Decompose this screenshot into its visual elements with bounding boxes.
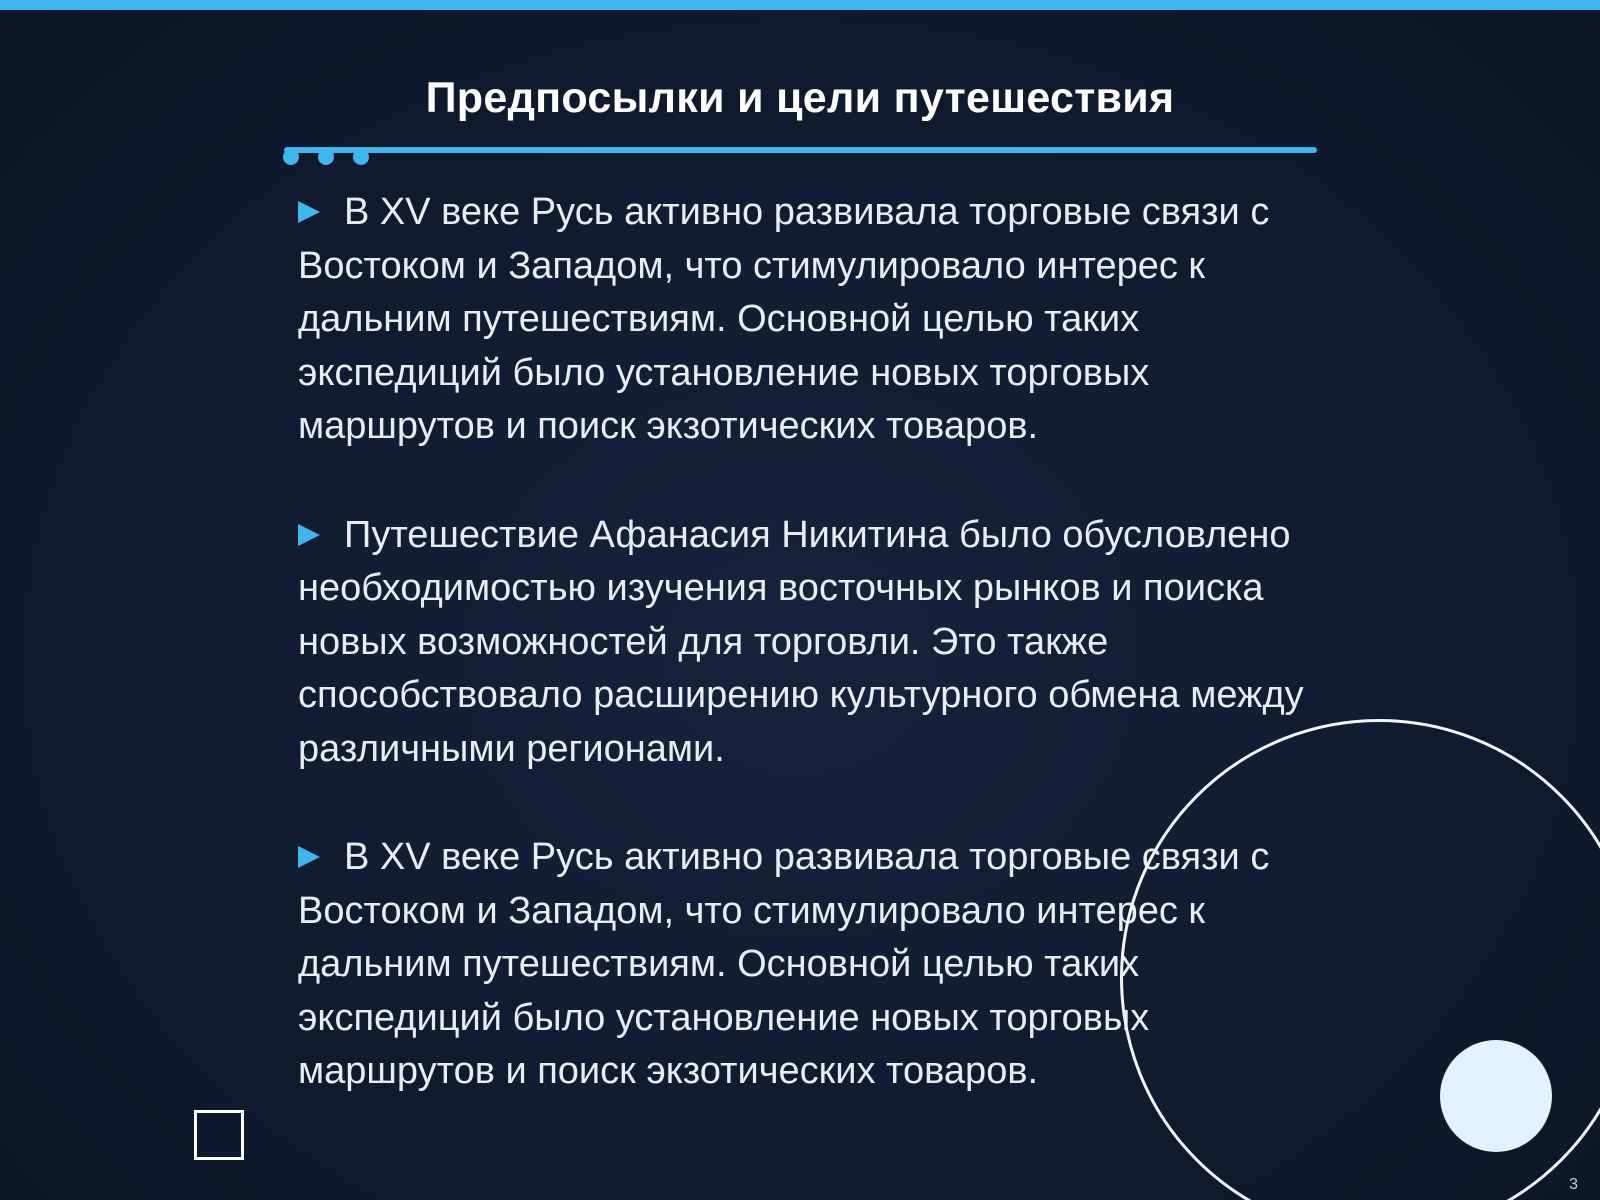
bullet-text: В XV веке Русь активно развивала торговые связи с Востоком и Западом, что стимулировало интерес к дальним путешествиям. Основной целью таких экспедиций было установление новых торговых маршрутов и поиск экзотических товаров. <box>298 191 1270 447</box>
title-underline <box>284 147 1317 153</box>
top-accent-bar <box>0 0 1600 10</box>
triangle-right-icon <box>298 524 320 546</box>
decorative-dot-icon <box>283 149 299 165</box>
triangle-right-icon <box>298 846 320 868</box>
bullet-text: Путешествие Афанасия Никитина было обусловлено необходимостью изучения восточных рынков и поиска новых возможностей для торговли. Это также способствовало расширению культурного обмена между различными регионами. <box>298 513 1304 770</box>
bullet-item <box>298 509 1328 777</box>
decorative-circle-icon <box>1440 1040 1552 1152</box>
slide-title: Предпосылки и цели путешествия <box>425 74 1175 122</box>
bullet-item <box>298 186 1328 454</box>
decorative-dot-icon <box>318 149 334 165</box>
page-number: 3 <box>1569 1176 1578 1193</box>
decorative-square-icon <box>194 1110 244 1160</box>
decorative-dot-icon <box>353 149 369 165</box>
triangle-right-icon <box>298 201 320 223</box>
bullet-text: В XV веке Русь активно развивала торговые связи с Востоком и Западом, что стимулировало интерес к дальним путешествиям. Основной целью таких экспедиций было установление новых торговых маршрутов и поиск экзотических товаров. <box>298 836 1270 1092</box>
